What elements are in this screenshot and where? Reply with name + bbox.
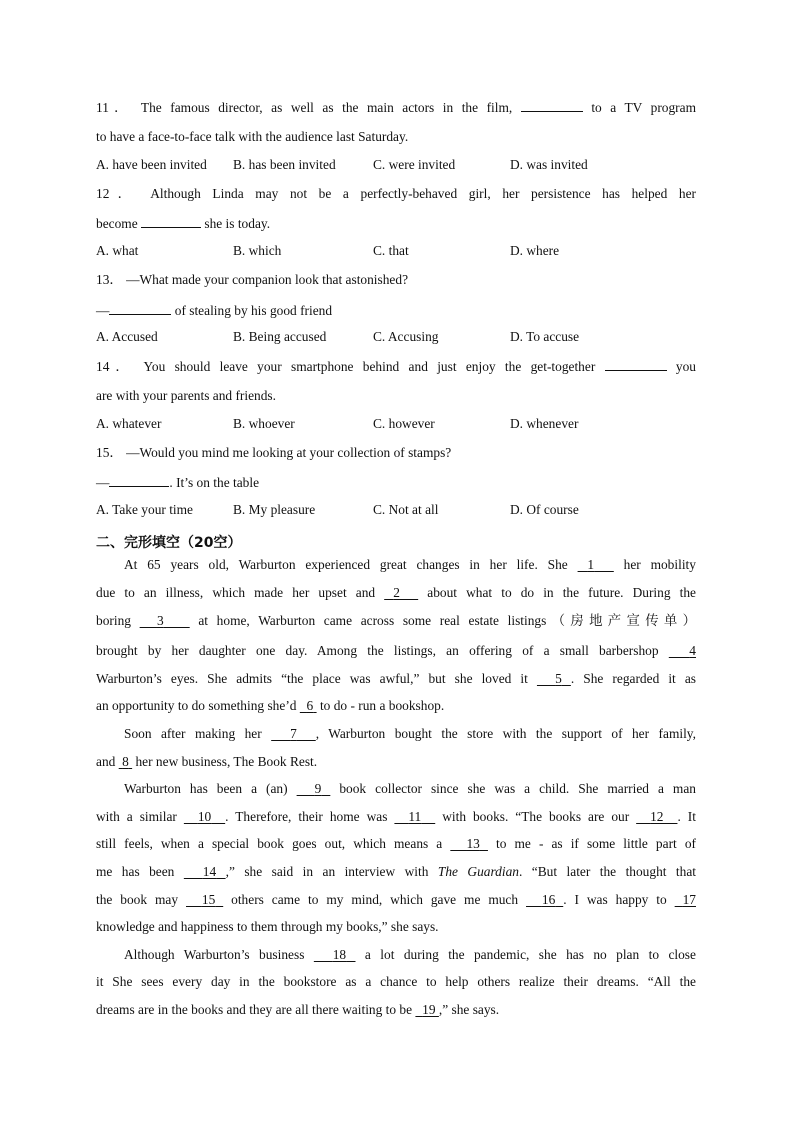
option-a: A. Accused (96, 329, 158, 344)
option-d: D. Of course (510, 502, 579, 517)
cloze-blank: 16 (541, 892, 556, 907)
option-c: C. Accusing (373, 329, 439, 344)
cloze-blank: 3 (156, 613, 164, 628)
cloze-blank: 17 (682, 892, 696, 907)
cloze-blank: 8 (122, 754, 129, 769)
cloze-blank: 10 (197, 809, 212, 824)
cloze-blank: 1 (587, 557, 595, 572)
option-b: B. whoever (233, 416, 295, 431)
passage-line: boring 3 at home, Warburton came across some real estate listings（房地产宣传单） (96, 613, 696, 628)
option-d: D. where (510, 243, 560, 258)
question-13-line-1: 13． —What made your companion look that astonished? (96, 272, 409, 287)
question-12-line-1: 12． Although Linda may not be a perfectly-behaved girl, her persistence has helped her (96, 186, 697, 201)
passage-line: due to an illness, which made her upset and 2 about what to do in the future. During the (96, 585, 696, 600)
question-12-options (96, 242, 696, 260)
answer-blank (521, 98, 583, 112)
cloze-blank: 15 (201, 892, 216, 907)
cloze-blank: 12 (650, 809, 664, 824)
question-12-line-2: become she is today. (96, 216, 271, 231)
cloze-blank: 18 (332, 947, 347, 962)
question-15-line-2: — . It’s on the table (96, 475, 260, 490)
answer-blank (109, 301, 171, 315)
answer-blank (605, 357, 667, 371)
cloze-blank: 6 (306, 698, 314, 713)
answer-blank (141, 214, 201, 228)
question-15-options (96, 501, 696, 519)
question-14-line-2: are with your parents and friends. (96, 388, 276, 403)
cloze-blank: 13 (466, 836, 480, 851)
passage-line: with a similar 10 . Therefore, their home was 11 with books. “The books are our 12 . It (96, 809, 696, 824)
passage-line: it She sees every day in the bookstore as a chance to help others realize their dreams. “All the (96, 974, 696, 989)
option-c: C. that (373, 243, 409, 258)
option-a: A. have been invited (96, 157, 207, 172)
question-11-line-1: 11． The famous director, as well as the main actors in the film, to a TV program (96, 100, 696, 115)
cloze-blank: 4 (689, 643, 696, 658)
option-d: D. whenever (510, 416, 579, 431)
option-c: C. however (373, 416, 435, 431)
cloze-blank: 11 (408, 809, 422, 824)
option-a: A. whatever (96, 416, 162, 431)
option-b: B. My pleasure (233, 502, 316, 517)
option-d: D. was invited (510, 157, 588, 172)
question-14-line-1: 14． You should leave your smartphone behind and just enjoy the get-together you (96, 359, 696, 374)
option-b: B. which (233, 243, 282, 258)
question-13-line-2: — of stealing by his good friend (96, 303, 333, 318)
passage-line: At 65 years old, Warburton experienced great changes in her life. She 1 her mobility (124, 557, 696, 572)
passage-line: Warburton has been a (an) 9 book collector since she was a child. She married a man (124, 781, 696, 796)
passage-line: an opportunity to do something she’d 6 to do - run a bookshop. (96, 698, 445, 713)
option-d: D. To accuse (510, 329, 580, 344)
option-a: A. Take your time (96, 502, 193, 517)
passage-line: dreams are in the books and they are all there waiting to be 19 ,” she says. (96, 1002, 500, 1017)
passage-line: brought by her daughter one day. Among the listings, an offering of a small barbershop 4 (96, 643, 696, 658)
answer-blank (109, 473, 169, 487)
option-c: C. were invited (373, 157, 456, 172)
option-b: B. has been invited (233, 157, 336, 172)
question-13-options (96, 328, 696, 346)
question-15-line-1: 15． —Would you mind me looking at your collection of stamps? (96, 445, 452, 460)
passage-line: and 8 her new business, The Book Rest. (96, 754, 318, 769)
passage-line: the book may 15 others came to my mind, which gave me much 16 . I was happy to 17 (96, 892, 696, 907)
option-c: C. Not at all (373, 502, 439, 517)
passage-line: Warburton’s eyes. She admits “the place was awful,” but she loved it 5 . She regarded it as (96, 671, 696, 686)
question-11-options (96, 156, 696, 174)
question-11-line-2: to have a face-to-face talk with the audience last Saturday. (96, 129, 409, 144)
passage-line: Although Warburton’s business 18 a lot during the pandemic, she has no plan to close (124, 947, 696, 962)
cloze-blank: 5 (555, 671, 562, 686)
cloze-blank: 19 (422, 1002, 436, 1017)
cloze-blank: 2 (393, 585, 400, 600)
passage-line: still feels, when a special book goes out, which means a 13 to me - as if some little part of (96, 836, 696, 851)
section-title: 二、完形填空（20空） (96, 535, 242, 551)
passage-line: me has been 14 ,” she said in an interview with The Guardian. “But later the thought that (96, 864, 697, 879)
option-b: B. Being accused (233, 329, 327, 344)
passage-line: Soon after making her 7 , Warburton bought the store with the support of her family, (124, 726, 696, 741)
cloze-blank: 9 (314, 781, 322, 796)
option-a: A. what (96, 243, 139, 258)
cloze-blank: 7 (290, 726, 297, 741)
source-title: The Guardian (437, 864, 519, 879)
passage-line: knowledge and happiness to them through my books,” she says. (96, 919, 439, 934)
question-14-options (96, 415, 696, 433)
cloze-blank: 14 (202, 864, 217, 879)
